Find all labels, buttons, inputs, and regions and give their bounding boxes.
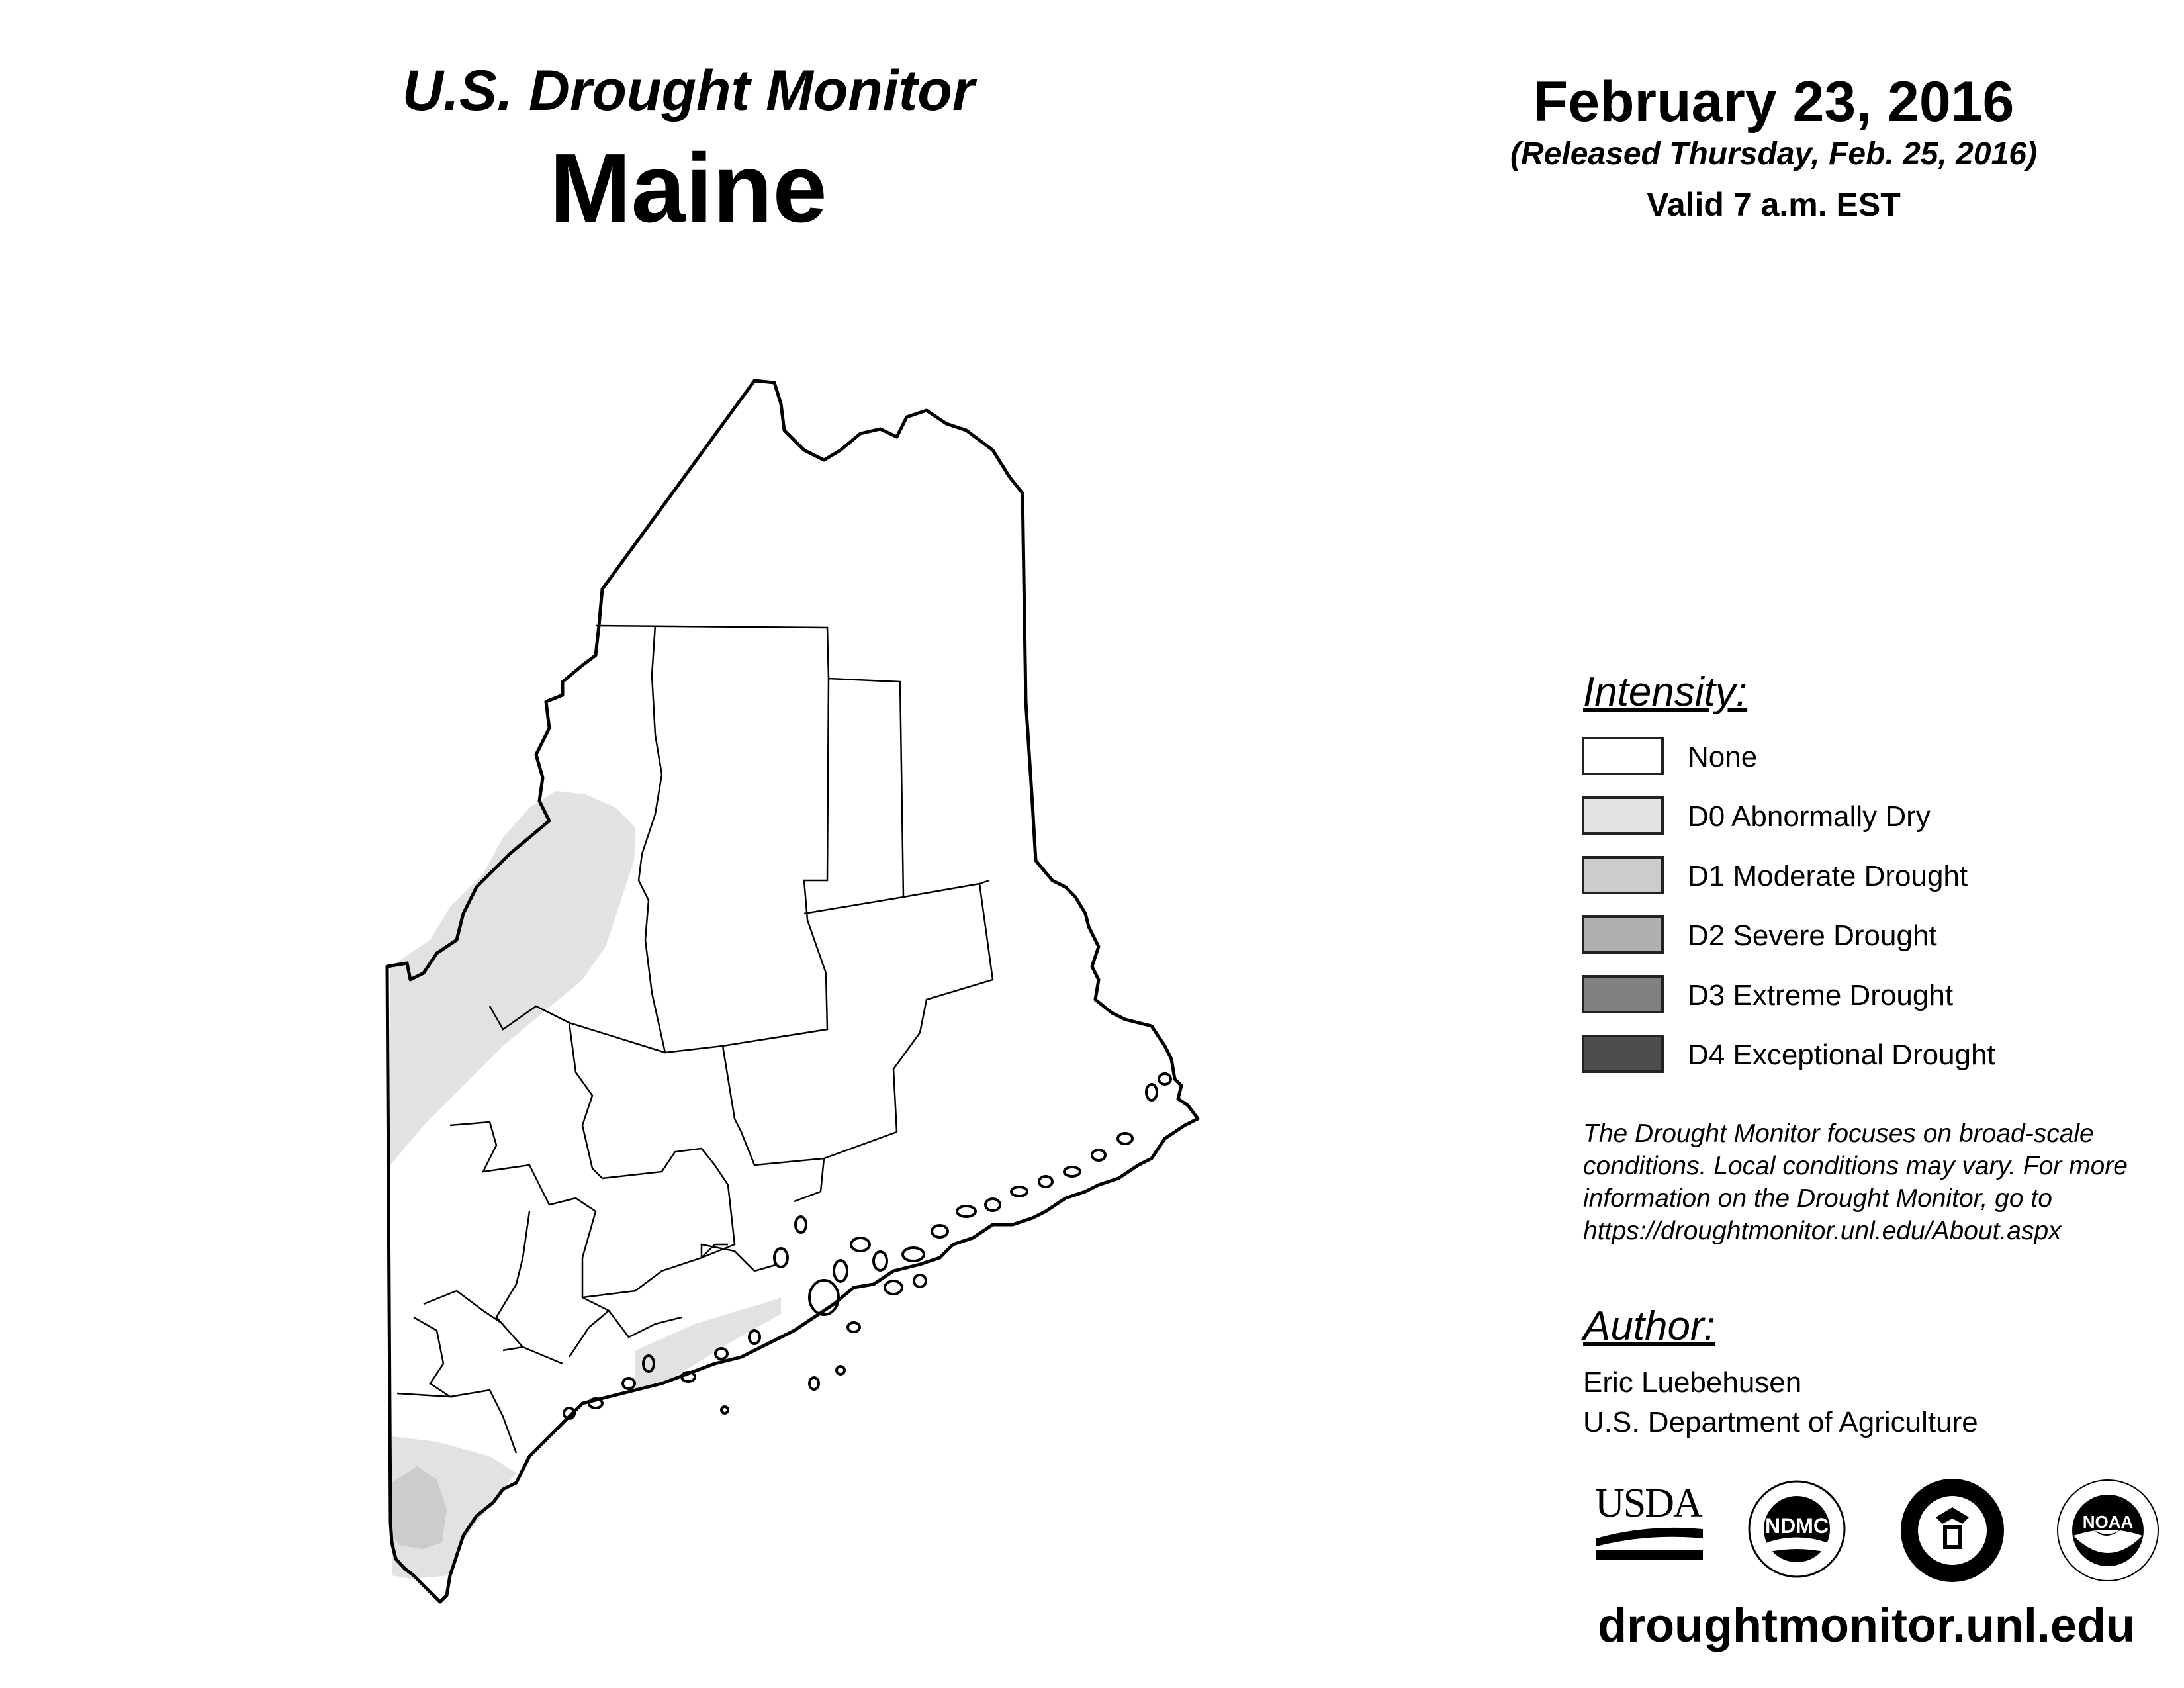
legend-label: None — [1688, 741, 1758, 773]
disclaimer-note: The Drought Monitor focuses on broad-scale conditions. Local conditions may vary. For more information on the Drought Monitor, go to https://droughtmonitor.unl.edu/About.aspx — [1583, 1119, 2128, 1245]
ndmc-logo — [1747, 1479, 1846, 1579]
d0-area-coastal — [635, 1297, 781, 1390]
usda-logo — [1595, 1483, 1704, 1562]
d0-area-western — [390, 791, 635, 1165]
legend-label: D2 Severe Drought — [1688, 919, 1937, 952]
map-title: Maine — [549, 134, 827, 243]
legend-swatch — [1582, 856, 1664, 894]
author-heading: Author: — [1583, 1303, 1715, 1349]
commerce-eagle-icon — [1899, 1477, 2005, 1583]
legend-title: Intensity: — [1583, 669, 1748, 715]
author-name: Eric Luebehusen — [1583, 1366, 1802, 1399]
noaa-logo-text: NOAA — [2082, 1512, 2134, 1532]
ndmc-logo-text: NDMC — [1765, 1514, 1829, 1538]
legend-swatch — [1582, 915, 1664, 954]
legend-swatch — [1582, 975, 1664, 1013]
valid-time: Valid 7 a.m. EST — [1647, 186, 1901, 223]
author-organization: U.S. Department of Agriculture — [1583, 1406, 1978, 1438]
website-url: droughtmonitor.unl.edu — [1598, 1599, 2135, 1652]
legend-label: D1 Moderate Drought — [1688, 860, 1968, 892]
usda-logo-text: USDA — [1595, 1481, 1702, 1526]
legend-label: D0 Abnormally Dry — [1688, 800, 1931, 833]
legend-label: D3 Extreme Drought — [1688, 979, 1954, 1011]
department-of-commerce-seal — [1899, 1477, 2005, 1583]
release-date: (Released Thursday, Feb. 25, 2016) — [1510, 136, 2037, 171]
legend-swatch — [1582, 796, 1664, 835]
map-subtitle: U.S. Drought Monitor — [402, 59, 975, 122]
legend-label: D4 Exceptional Drought — [1688, 1039, 1995, 1071]
noaa-logo — [2055, 1477, 2161, 1583]
legend-swatch — [1582, 737, 1664, 775]
map-date: February 23, 2016 — [1533, 70, 2015, 134]
usda-swoosh-icon — [1595, 1524, 1704, 1561]
legend-swatch — [1582, 1035, 1664, 1073]
